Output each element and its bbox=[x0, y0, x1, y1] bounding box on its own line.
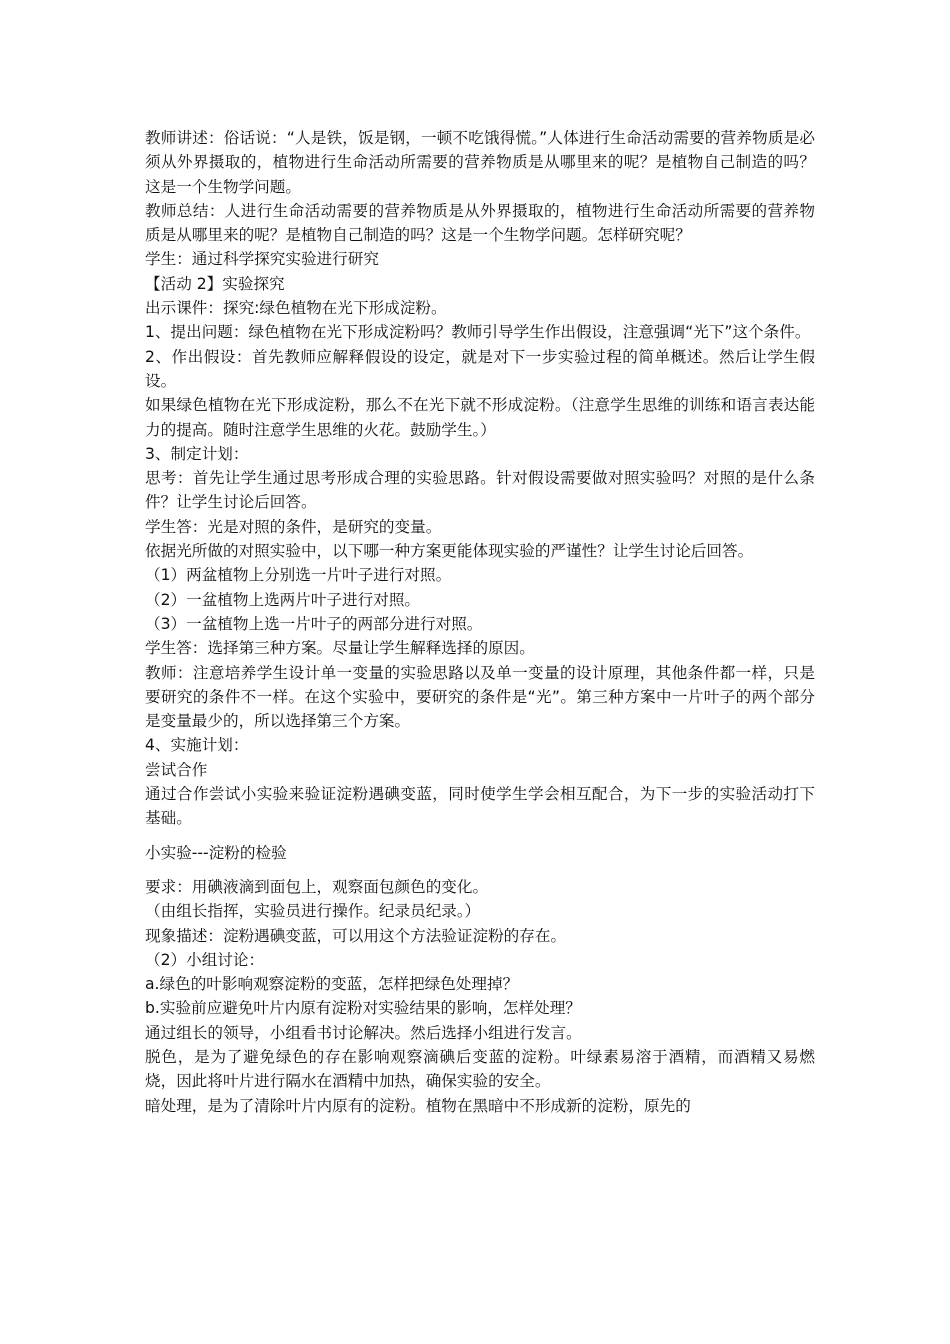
document-body bbox=[145, 126, 815, 1118]
paragraph-teacher-note: 教师：注意培养学生设计单一变量的实验思路以及单一变量的设计原理，其他条件都一样，只是要研究的条件不一样。在这个实验中，要研究的条件是“光”。第三种方案中一片叶子的两个部分是变量最少的，所以选择第三个方案。 bbox=[145, 663, 815, 731]
list-item-option-3: （3）一盆植物上选一片叶子的两部分进行对照。 bbox=[145, 614, 483, 633]
heading-small-experiment: 小实验---淀粉的检验 bbox=[145, 843, 287, 862]
paragraph-courseware: 出示课件：探究:绿色植物在光下形成淀粉。 bbox=[145, 299, 447, 318]
list-item-question-a: a.绿色的叶影响观察淀粉的变蓝，怎样把绿色处理掉？ bbox=[145, 975, 519, 994]
paragraph-group-lead: 通过组长的领导，小组看书讨论解决。然后选择小组进行发言。 bbox=[145, 1023, 582, 1042]
paragraph-student-answer-option: 学生答：选择第三种方案。尽量让学生解释选择的原因。 bbox=[145, 639, 535, 658]
paragraph-thinking: 思考：首先让学生通过思考形成合理的实验思路。针对假设需要做对照实验吗？对照的是什么条件？让学生讨论后回答。 bbox=[145, 469, 815, 512]
paragraph-student-answer-light: 学生答：光是对照的条件，是研究的变量。 bbox=[145, 517, 442, 536]
list-item-option-1: （1）两盆植物上分别选一片叶子进行对照。 bbox=[145, 566, 452, 585]
paragraph-student-answer: 学生：通过科学探究实验进行研究 bbox=[145, 250, 379, 269]
heading-activity-2: 【活动 2】实验探究 bbox=[145, 274, 285, 293]
paragraph-control-question: 依据光所做的对照实验中，以下哪一种方案更能体现实验的严谨性？让学生讨论后回答。 bbox=[145, 542, 754, 561]
paragraph-phenomenon: 现象描述：淀粉遇碘变蓝，可以用这个方法验证淀粉的存在。 bbox=[145, 926, 567, 945]
list-item-question-b: b.实验前应避免叶片内原有淀粉对实验结果的影响，怎样处理？ bbox=[145, 999, 581, 1018]
paragraph-dark-treatment: 暗处理，是为了清除叶片内原有的淀粉。植物在黑暗中不形成新的淀粉，原先的 bbox=[145, 1096, 691, 1115]
list-item-option-2: （2）一盆植物上选两片叶子进行对照。 bbox=[145, 590, 421, 609]
paragraph-cooperation-detail: 通过合作尝试小实验来验证淀粉遇碘变蓝，同时使学生学会相互配合，为下一步的实验活动打下基础。 bbox=[145, 785, 815, 828]
paragraph-teacher-summary: 教师总结：人进行生命活动需要的营养物质是从外界摄取的，植物进行生命活动所需要的营养物质是从哪里来的呢？是植物自己制造的吗？这是一个生物学问题。怎样研究呢？ bbox=[145, 201, 815, 245]
paragraph-step-1: 1、提出问题：绿色植物在光下形成淀粉吗？教师引导学生作出假设，注意强调“光下”这个条件。 bbox=[145, 323, 811, 342]
paragraph-decolorize: 脱色，是为了避免绿色的存在影响观察滴碘后变蓝的淀粉。叶绿素易溶于酒精，而酒精又易燃烧，因此将叶片进行隔水在酒精中加热，确保实验的安全。 bbox=[145, 1047, 815, 1091]
paragraph-step-2: 2、作出假设：首先教师应解释假设的设定，就是对下一步实验过程的简单概述。然后让学生假设。 bbox=[145, 347, 815, 390]
paragraph-step-3: 3、制定计划： bbox=[145, 444, 249, 463]
paragraph-requirement: 要求：用碘液滴到面包上，观察面包颜色的变化。 bbox=[145, 877, 489, 896]
paragraph-try-cooperation: 尝试合作 bbox=[145, 760, 208, 779]
paragraph-roles: （由组长指挥，实验员进行操作。纪录员纪录。） bbox=[145, 902, 481, 921]
paragraph-hypothesis: 如果绿色植物在光下形成淀粉，那么不在光下就不形成淀粉。（注意学生思维的训练和语言表达能力的提高。随时注意学生思维的火花。鼓励学生。） bbox=[145, 396, 815, 439]
paragraph-step-4: 4、实施计划： bbox=[145, 736, 249, 755]
paragraph-group-discussion: （2）小组讨论： bbox=[145, 950, 265, 969]
paragraph-teacher-narration: 教师讲述：俗话说：“人是铁，饭是钢，一顿不吃饿得慌。”人体进行生命活动需要的营养物质是必须从外界摄取的，植物进行生命活动所需要的营养物质是从哪里来的呢？是植物自己制造的吗？这是一个生物学问题。 bbox=[145, 129, 815, 196]
